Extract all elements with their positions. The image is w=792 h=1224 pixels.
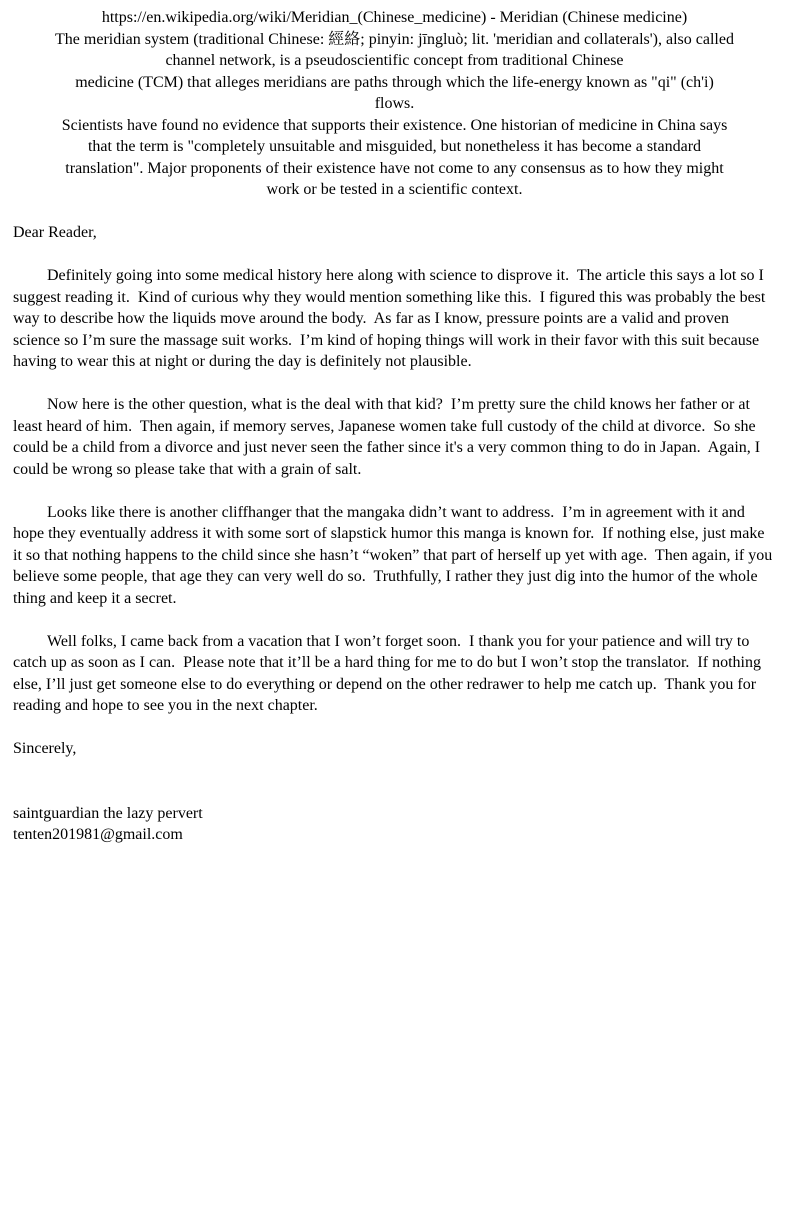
signature-email: tenten201981@gmail.com [13, 826, 183, 843]
header-quote [13, 7, 776, 201]
header-quote-line: The meridian system (traditional Chinese: 經絡; pinyin: jīngluò; lit. 'meridian and collaterals'), also called [55, 30, 734, 48]
header-quote-line: translation". Major proponents of their existence have not come to any consensus as to how they might [65, 159, 724, 177]
header-quote-source-line: https://en.wikipedia.org/wiki/Meridian_(Chinese_medicine) - Meridian (Chinese medicine) [101, 9, 688, 26]
closing: Sincerely, [13, 740, 77, 757]
letter-paragraph: Well folks, I came back from a vacation that I won’t forget soon. I thank you for your patience and will try to catch up as soon as I can. Please note that it’ll be a hard thing for me to do but I won’t stop the translator. If nothing else, I’ll just get someone else to do everything or depend on the other redrawer to help me catch up. Thank you for reading and hope to see you in the next chapter. [13, 632, 765, 714]
letter-paragraph: Definitely going into some medical history here along with science to disprove it. The article this says a lot so I suggest reading it. Kind of curious why they would mention something like this. I figured this was probably the best way to describe how the liquids move around the body. As far as I know, pressure points are a valid and proven science so I’m sure the massage suit works. I’m kind of hoping things will work in their favor with this suit because having to wear this at night or during the day is definitely not plausible. [13, 267, 770, 370]
signature-name: saintguardian the lazy pervert [13, 804, 203, 822]
header-quote-line: that the term is "completely unsuitable and misguided, but nonetheless it has become a standard [87, 138, 702, 155]
header-quote-line: medicine (TCM) that alleges meridians are paths through which the life-energy known as "qi" (ch'i) [75, 73, 714, 91]
letter-paragraph: Now here is the other question, what is the deal with that kid? I’m pretty sure the child knows her father or at least heard of him. Then again, if memory serves, Japanese women take full custody of the child at divorce. So she could be a child from a divorce and just never seen the father since it's a very common thing to do in Japan. Again, I could be wrong so please take that with a grain of salt. [13, 396, 765, 478]
header-quote-line: work or be tested in a scientific context. [266, 181, 523, 198]
salutation: Dear Reader, [13, 224, 97, 241]
header-quote-line: flows. [374, 95, 415, 112]
header-quote-line: Scientists have found no evidence that supports their existence. One historian of medicine in China says [61, 116, 728, 134]
letter-paragraph: Looks like there is another cliffhanger that the mangaka didn’t want to address. I’m in agreement with it and hope they eventually address it with some sort of slapstick humor this manga is known for. If nothing else, just make it so that nothing happens to the child since she hasn’t “woken” that part of herself up yet with age. Then again, if you believe some people, that age they can very well do so. Truthfully, I rather they just dig into the humor of the whole thing and keep it a secret. [13, 503, 777, 607]
header-quote-line: channel network, is a pseudoscientific concept from traditional Chinese [165, 52, 624, 69]
signature-block [13, 803, 776, 846]
